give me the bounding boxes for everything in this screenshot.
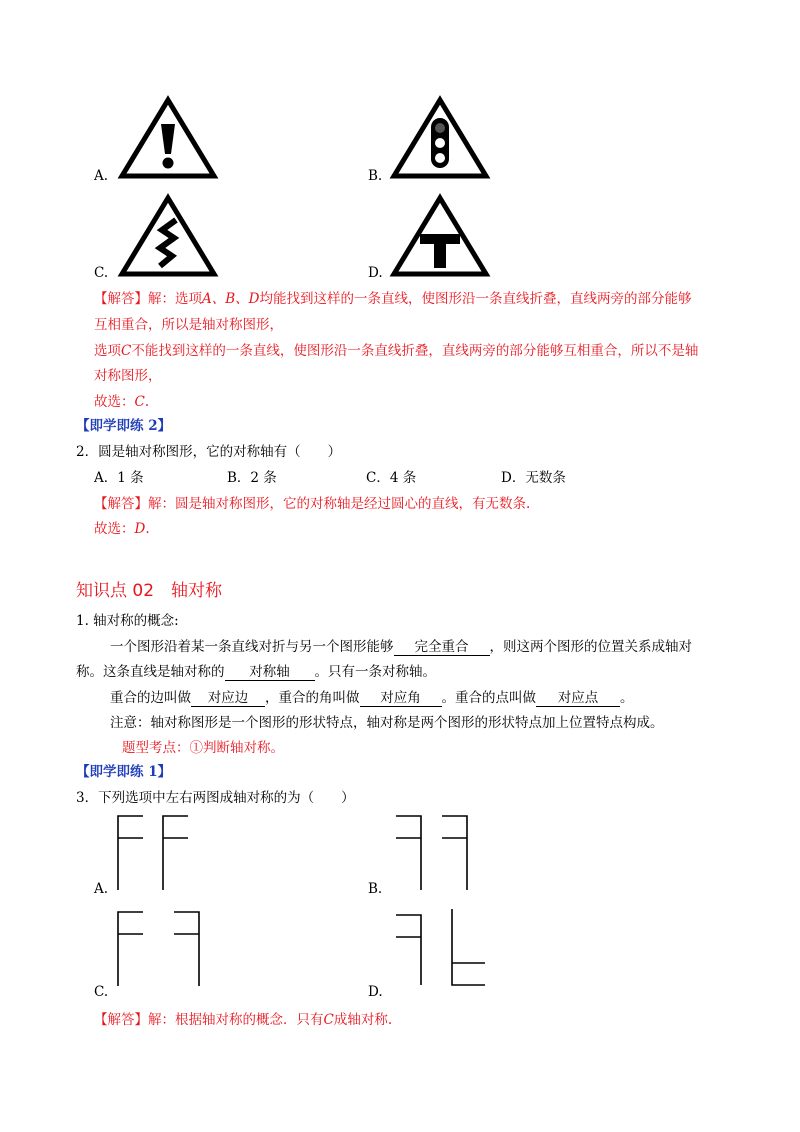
option-d-label: D. [368,265,383,281]
q2-answer [94,495,530,513]
concept-paragraph-1 [110,638,692,656]
answer-tag: 【解答】 [94,496,148,512]
blank-complete-overlap: 完全重合 [394,640,490,656]
q3-answer [94,1011,392,1029]
answer-tag: 【解答】 [94,291,148,307]
q2-option-c: C．4 条 [366,470,417,486]
blank-corresponding-side: 对应边 [191,691,265,707]
concept-title: 1. 轴对称的概念: [76,613,179,629]
traffic-light-warning-sign-icon [390,96,490,180]
section-heading: 知识点 02 轴对称 [76,581,223,601]
text: 。重合的点叫做 [441,690,536,706]
option-b-label: B. [368,168,383,184]
text: 称。这条直线是轴对称的 [76,664,225,680]
answer-text: 成轴对称. [333,1012,393,1028]
text: 一个图形沿着某一条直线对折与另一个图形能够 [110,639,394,655]
t-junction-warning-sign-icon [390,194,490,278]
choose-label: 故选： [94,394,135,410]
answer-text: 不能找到这样的一条直线，使图形沿一条直线折叠，直线两旁的部分能够互相重合，所以不是轴 [131,343,699,359]
choose-var: C [134,394,145,410]
q3-question: 3．下列选项中左右两图成轴对称的为（ ） [76,790,355,806]
answer-vars: A、B、D [202,291,260,307]
option-c-figure-icon [110,908,230,988]
q1-choice [94,393,149,411]
q2-option-d: D．无数条 [501,470,566,486]
q3-option-a-label: A. [94,881,109,897]
practice-1-heading: 【即学即练 1】 [76,764,172,780]
type-point: 题型考点：①判断轴对称。 [122,740,284,756]
option-b-figure-icon [384,812,504,892]
q2-choice [94,520,150,538]
answer-text: 均能找到这样的一条直线，使图形沿一条直线折叠，直线两旁的部分能够 [259,291,692,307]
q1-answer-line-3 [94,342,698,360]
concept-paragraph-2 [76,663,436,681]
option-c-label: C. [94,265,109,281]
q2-question: 2．圆是轴对称图形，它的对称轴有（ ） [76,444,342,460]
answer-text: 选项 [94,343,121,359]
blank-corresponding-angle: 对应角 [360,691,442,707]
text: ，重合的角叫做 [265,690,360,706]
q1-answer-line-2: 互相重合，所以是轴对称图形， [94,317,283,333]
text: 。只有一条对称轴。 [314,664,436,680]
option-a-figure-icon [110,812,230,892]
answer-text: 解：圆是轴对称图形，它的对称轴是经过圆心的直线，有无数条. [148,496,531,512]
q2-option-b: B．2 条 [227,470,277,486]
q3-option-b-label: B. [368,881,383,897]
text: 。 [620,690,634,706]
answer-text: 解：根据轴对称的概念．只有 [148,1012,324,1028]
answer-tag: 【解答】 [94,1012,148,1028]
choose-label: 故选： [94,521,135,537]
option-d-figure-icon [384,905,504,989]
blank-axis: 对称轴 [225,665,315,681]
practice-2-heading: 【即学即练 2】 [76,418,172,434]
q3-option-d-label: D. [368,984,383,1000]
q1-answer-line-4: 对称图形， [94,368,162,384]
answer-text: 解：选项 [148,291,202,307]
answer-var: C [323,1012,334,1028]
answer-var: C [121,343,132,359]
blank-corresponding-point: 对应点 [536,691,620,707]
option-a-label: A. [94,168,109,184]
choose-end: . [144,394,150,410]
exclamation-warning-sign-icon [118,96,218,180]
q3-option-c-label: C. [94,984,109,1000]
concept-paragraph-3 [110,689,634,707]
concept-note: 注意：轴对称图形是一个图形的形状特点，轴对称是两个图形的形状特点加上位置特点构成。 [110,715,664,731]
winding-road-warning-sign-icon [118,194,218,278]
choose-var: D [134,521,146,537]
q1-answer-line-1 [94,290,692,308]
text: ，则这两个图形的位置关系成轴对 [489,639,692,655]
choose-end: . [145,521,150,537]
q2-option-a: A．1 条 [94,470,144,486]
text: 重合的边叫做 [110,690,191,706]
